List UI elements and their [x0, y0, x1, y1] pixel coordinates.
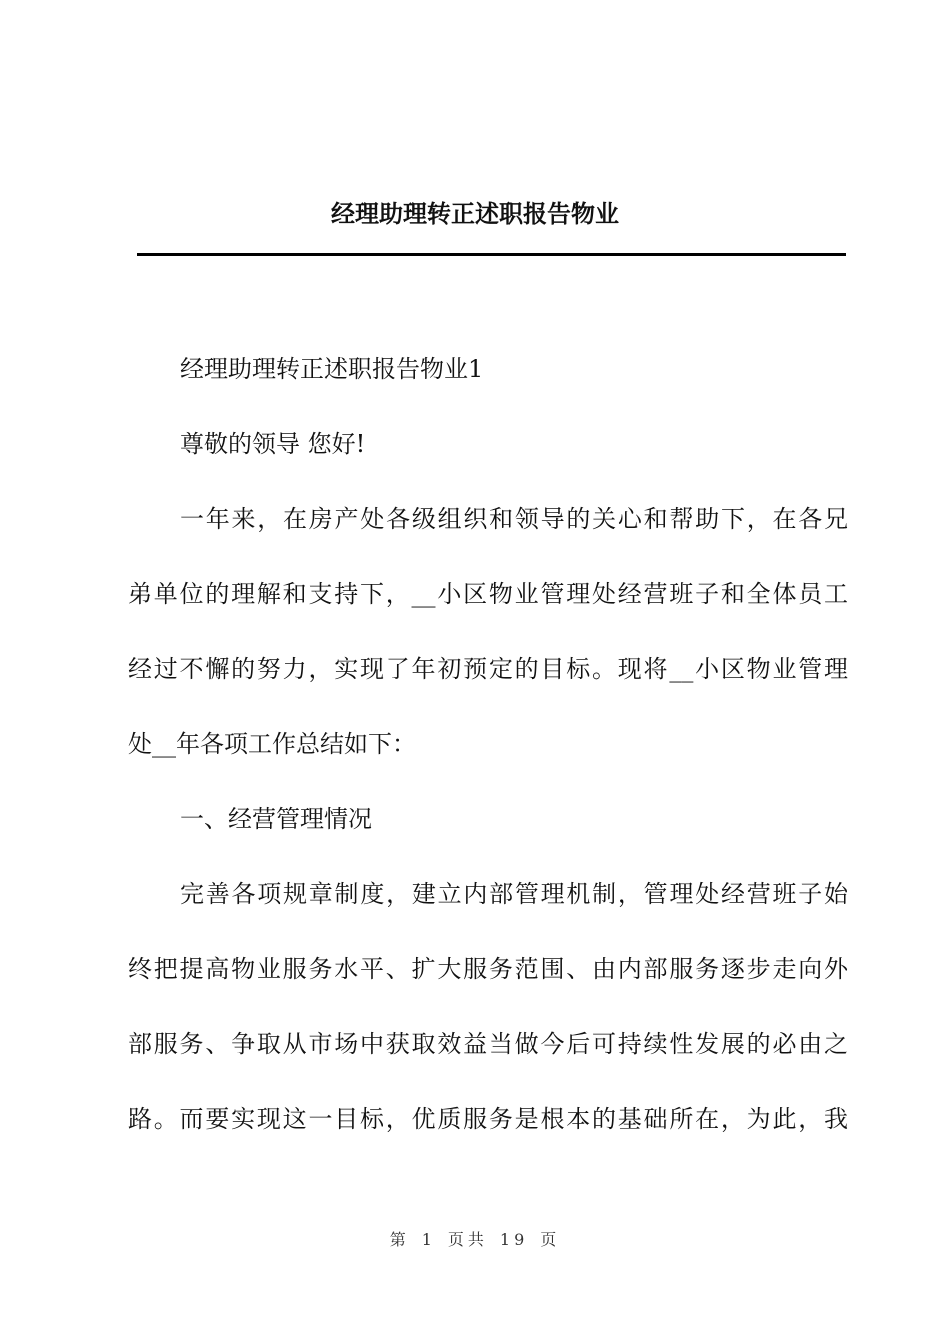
paragraph-line: 完善各项规章制度，建立内部管理机制，管理处经营班子始	[180, 880, 848, 908]
paragraph-line: 一年来，在房产处各级组织和领导的关心和帮助下，在各兄	[180, 505, 848, 533]
footer-middle: 页共	[447, 1230, 488, 1249]
paragraph-line: 路。而要实现这一目标，优质服务是根本的基础所在，为此，我	[128, 1105, 848, 1133]
title-underline	[137, 253, 846, 256]
paragraph-line: 部服务、争取从市场中获取效益当做今后可持续性发展的必由之	[128, 1030, 848, 1058]
paragraph-line: 经过不懈的努力，实现了年初预定的目标。现将__小区物业管理	[128, 655, 848, 683]
footer-page-number: 1	[421, 1230, 436, 1249]
paragraph-line: 弟单位的理解和支持下，__小区物业管理处经营班子和全体员工	[128, 580, 848, 608]
salutation: 尊敬的领导 您好!	[180, 430, 366, 458]
paragraph-heading: 经理助理转正述职报告物业1	[180, 355, 484, 383]
page-footer	[0, 1229, 950, 1251]
paragraph-line: 处__年各项工作总结如下：	[128, 730, 416, 758]
footer-total-pages: 19	[499, 1230, 529, 1249]
section-heading: 一、经营管理情况	[180, 805, 372, 833]
footer-suffix: 页	[540, 1230, 561, 1249]
footer-prefix: 第	[389, 1230, 410, 1249]
paragraph-line: 终把提高物业服务水平、扩大服务范围、由内部服务逐步走向外	[128, 955, 848, 983]
document-title: 经理助理转正述职报告物业	[331, 199, 619, 228]
